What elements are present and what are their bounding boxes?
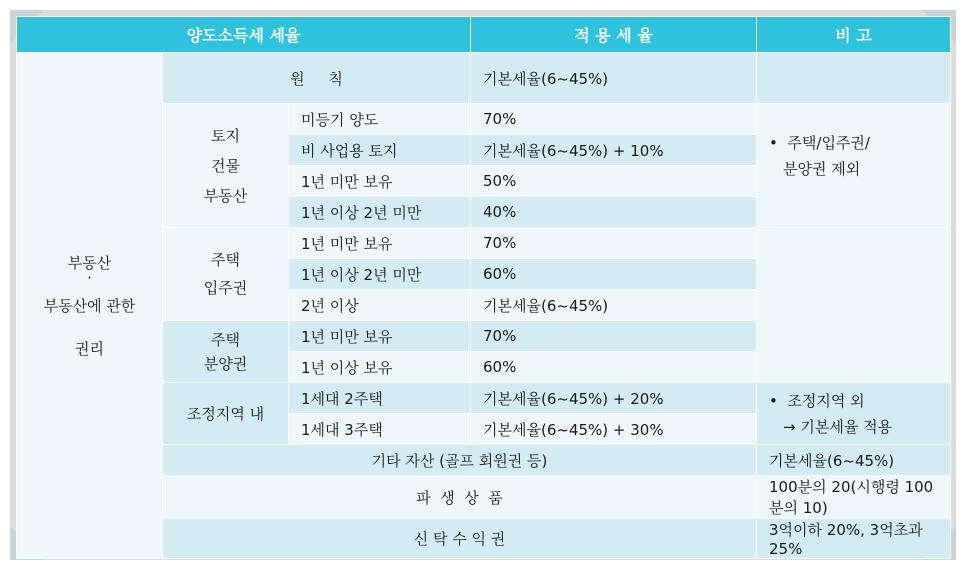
presale-row-label: 1년 미만 보유 [289,321,471,352]
housing-row-rate: 60% [471,259,757,290]
real-estate-label: 부동산 [67,254,112,272]
header-tax-category: 양도소득세 세율 [17,17,471,53]
adjusted-note-line1: 조정지역 외 [787,391,865,410]
presale-row-rate: 60% [471,352,757,383]
table-frame [10,10,956,560]
presale-label [163,321,289,383]
housing-label-line2: 입주권 [203,279,248,297]
land-label: 토지 [211,126,240,145]
land-note [757,104,951,228]
adjusted-row-rate: 기본세율(6~45%) + 30% [471,414,757,445]
land-note-line1: 주택/입주권/ [787,134,870,152]
bullet-icon: • [769,391,788,410]
housing-label [163,228,289,321]
adjusted-row-rate: 기본세율(6~45%) + 20% [471,383,757,414]
rights-label: 권리 [75,340,104,358]
land-row-label: 비 사업용 토지 [289,135,471,166]
derivatives-rate: 100분의 20(시행령 100분의 10) [757,476,951,519]
housing-row-rate: 기본세율(6~45%) [471,290,757,321]
header-remarks: 비 고 [757,17,951,53]
adjusted-note [757,383,951,445]
housing-row-label: 1년 이상 2년 미만 [289,259,471,290]
middle-dot: · [87,269,92,287]
derivatives-label [163,476,757,519]
capital-gains-tax-table [16,16,951,559]
real-property-label: 부동산 [203,186,248,205]
presale-label-line1: 주택 [211,330,240,349]
real-estate-rights-label: 부동산에 관한 [43,297,136,315]
land-row-rate: 40% [471,197,757,228]
other-assets-rate: 기본세율(6~45%) [757,445,951,476]
housing-note [757,228,951,383]
principle-note [757,53,951,104]
principle-rate: 기본세율(6~45%) [471,53,757,104]
header-applied-rate: 적 용 세 율 [471,17,757,53]
land-row-rate: 50% [471,166,757,197]
housing-row-label: 2년 이상 [289,290,471,321]
land-note-line2: 분양권 제외 [783,160,861,178]
adjusted-row-label: 1세대 3주택 [289,414,471,445]
land-row-label: 1년 미만 보유 [289,166,471,197]
presale-row-label: 1년 이상 보유 [289,352,471,383]
presale-label-line2: 분양권 [203,354,248,373]
adjusted-note-line2: → 기본세율 적용 [783,417,893,436]
land-row-rate: 기본세율(6~45%) + 10% [471,135,757,166]
other-assets-label: 기타 자산 (골프 회원권 등) [163,445,757,476]
land-row-rate: 70% [471,104,757,135]
real-estate-category-cell [17,53,163,559]
land-building-label [163,104,289,228]
principle-text: 원 칙 [290,69,343,88]
presale-row-rate: 70% [471,321,757,352]
adjusted-region-label: 조정지역 내 [163,383,289,445]
table-header-row [17,17,951,53]
housing-label-line1: 주택 [211,251,240,269]
land-row-label: 1년 이상 2년 미만 [289,197,471,228]
housing-row-rate: 70% [471,228,757,259]
principle-label [163,53,471,104]
trust-label: 신 탁 수 익 권 [163,519,757,559]
table-row [17,53,951,104]
bullet-icon: • [769,134,788,152]
land-row-label: 미등기 양도 [289,104,471,135]
trust-rate: 3억이하 20%, 3억초과 25% [757,519,951,559]
housing-row-label: 1년 미만 보유 [289,228,471,259]
adjusted-row-label: 1세대 2주택 [289,383,471,414]
derivatives-text: 파 생 상 품 [416,488,503,507]
building-label: 건물 [211,156,240,175]
